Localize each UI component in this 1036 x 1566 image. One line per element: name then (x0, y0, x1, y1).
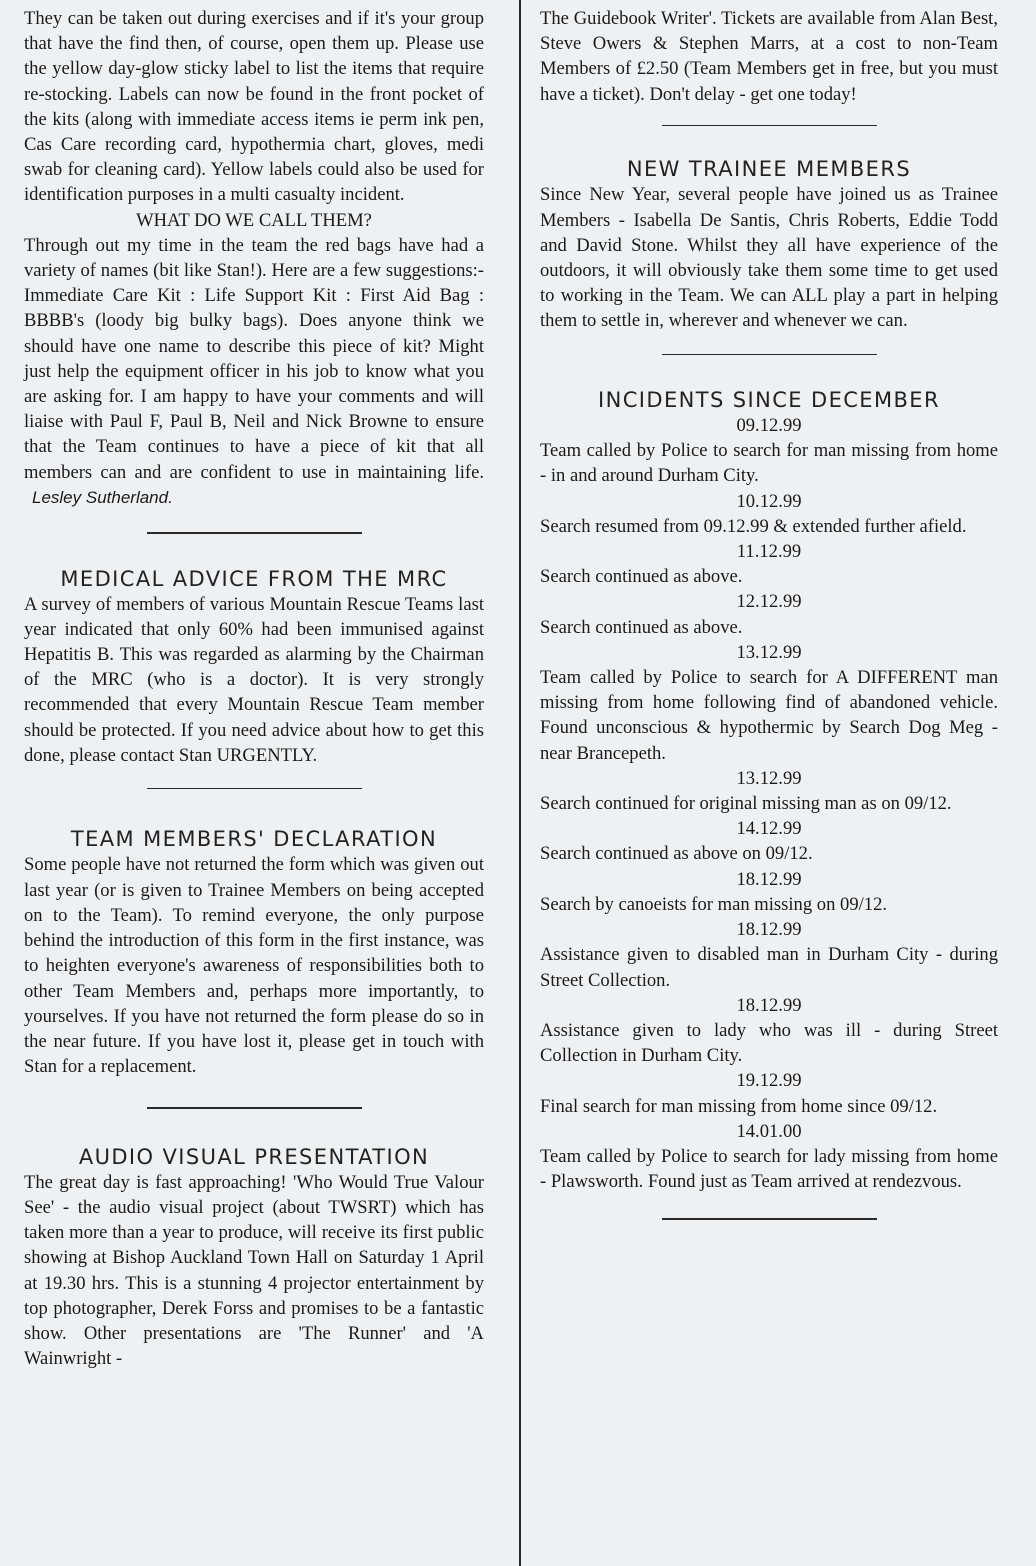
what-do-we-call-them-paragraph (24, 233, 484, 510)
incidents-heading: INCIDENTS SINCE DECEMBER (598, 388, 940, 413)
what-do-we-call-them-text: Through out my time in the team the red bags have had a variety of names (bit like Stan!). Here are a few suggestions:- Immediate Care Kit : Life Support Kit : First Aid Bag : BBBB's (loody big bulky bags). Does anyone think we should have one name to describe this piece of kit? Might just help the equipment officer in his job to know what you are asking for. I am happy to have your comments and will liaise with Paul F, Paul B, Neil and Nick Browne to ensure that the Team continues to have a piece of kit that all members can and are confident to use in maintaining life. (24, 234, 484, 483)
incident-description: Team called by Police to search for man missing from home - in and around Durham City. (540, 440, 998, 487)
incident-description: Final search for man missing from home since 09/12. (540, 1095, 938, 1117)
audio-visual-continued-paragraph: The Guidebook Writer'. Tickets are available from Alan Best, Steve Owers & Stephen Marrs, at a cost to non-Team Members of £2.50 (Team Members get in free, but you must have a ticket). Don't delay - get one today! (540, 8, 998, 105)
medical-advice-paragraph: A survey of members of various Mountain Rescue Teams last year indicated that only 60% had been immunised against Hepatitis B. This was regarded as alarming by the Chairman of the MRC (who is a doctor). It is very strongly recommended that every Mountain Rescue Team member should be protected. If you need advice about how to get this done, please contact Stan URGENTLY. (24, 593, 484, 766)
incident-description: Assistance given to disabled man in Durham City - during Street Collection. (540, 944, 998, 991)
incident-date: 13.12.99 (736, 641, 802, 663)
incident-list (540, 413, 998, 1194)
incident-entry (540, 1068, 998, 1118)
incident-description: Search continued for original missing man as on 09/12. (540, 793, 952, 815)
incident-description: Assistance given to lady who was ill - during Street Collection in Durham City. (540, 1019, 998, 1067)
incident-entry (540, 816, 998, 866)
kit-labels-paragraph: They can be taken out during exercises and if it's your group that have the find then, of course, open them up. Please use the yellow day-glow sticky label to list the items that require re-stocking. Labels can now be found in the front pocket of the kits (along with immediate access items ie perm ink pen, Cas Care recording card, hypothermia chart, gloves, medi swab for cleaning card). Yellow labels could also be used for identification purposes in a multi casualty incident. (24, 8, 484, 206)
incident-entry (540, 539, 998, 589)
trainee-members-paragraph: Since New Year, several people have joined us as Trainee Members - Isabella De Santis, Chris Roberts, Eddie Todd and David Stone. Whilst they all have experience of the outdoors, it will obviously take them some time to get used to working in the Team. We can ALL play a part in helping them to settle in, wherever and whenever we can. (540, 184, 998, 332)
incident-entry (540, 589, 998, 639)
audio-visual-paragraph: The great day is fast approaching! 'Who Would True Valour See' - the audio visual project (about TWSRT) which has taken more than a year to produce, will receive its first public showing at Bishop Auckland Town Hall on Saturday 1 April at 19.30 hrs. This is a stunning 4 projector entertainment by top photographer, Derek Forss and promises to be a fantastic show. Other presentations are 'The Runner' and 'A Wainwright - (24, 1171, 484, 1370)
incident-entry (540, 413, 998, 489)
incident-entry (540, 867, 998, 917)
incident-description: Search continued as above. (540, 566, 743, 588)
trainee-members-heading: NEW TRAINEE MEMBERS (626, 157, 912, 182)
incident-description: Search resumed from 09.12.99 & extended further afield. (540, 515, 967, 537)
incident-date: 18.12.99 (736, 994, 802, 1016)
incident-date: 10.12.99 (736, 490, 802, 512)
medical-advice-heading: MEDICAL ADVICE FROM THE MRC (60, 566, 448, 591)
incident-entry (540, 640, 998, 766)
incident-entry (540, 993, 998, 1069)
what-do-we-call-them-subheading: WHAT DO WE CALL THEM? (136, 209, 372, 231)
incident-date: 14.12.99 (736, 818, 802, 840)
declaration-paragraph: Some people have not returned the form which was given out last year (or is given to Trainee Members on being accepted on to the Team). To remind everyone, the only purpose behind the introduction of this form in the first instance, was to heighten everyone's awareness of responsibilities both to other Team Members and, perhaps more importantly, to yourselves. If you have not returned the form please do so in the near future. If you have lost it, please get in touch with Stan for a replacement. (24, 854, 484, 1078)
incident-date: 13.12.99 (736, 767, 802, 789)
incident-description: Search continued as above. (540, 616, 743, 638)
incident-entry (540, 917, 998, 993)
incident-date: 09.12.99 (736, 415, 802, 437)
incident-entry (540, 1119, 998, 1195)
section-rule (662, 1218, 877, 1220)
incident-date: 14.01.00 (736, 1120, 802, 1142)
incident-entry (540, 489, 998, 539)
incident-date: 11.12.99 (736, 541, 802, 563)
audio-visual-heading: AUDIO VISUAL PRESENTATION (78, 1144, 430, 1169)
incident-description: Team called by Police to search for A DIFFERENT man missing from home following find of abandoned vehicle. Found unconscious & hypothermic by Search Dog Meg - near Brancepeth. (540, 667, 998, 764)
incident-description: Team called by Police to search for lady missing from home - Plawsworth. Found just as Team arrived at rendezvous. (540, 1145, 998, 1193)
incident-entry (540, 766, 998, 816)
incident-date: 18.12.99 (736, 868, 802, 890)
left-column (24, 6, 484, 1371)
incident-date: 19.12.99 (736, 1070, 802, 1092)
column-divider (519, 0, 521, 1566)
right-column (540, 6, 998, 1220)
declaration-heading: TEAM MEMBERS' DECLARATION (70, 827, 438, 852)
author-signature: Lesley Sutherland. (32, 487, 173, 507)
incident-description: Search by canoeists for man missing on 09/12. (540, 893, 888, 915)
incident-date: 18.12.99 (736, 919, 802, 941)
incident-description: Search continued as above on 09/12. (540, 843, 813, 865)
incident-date: 12.12.99 (736, 591, 802, 613)
